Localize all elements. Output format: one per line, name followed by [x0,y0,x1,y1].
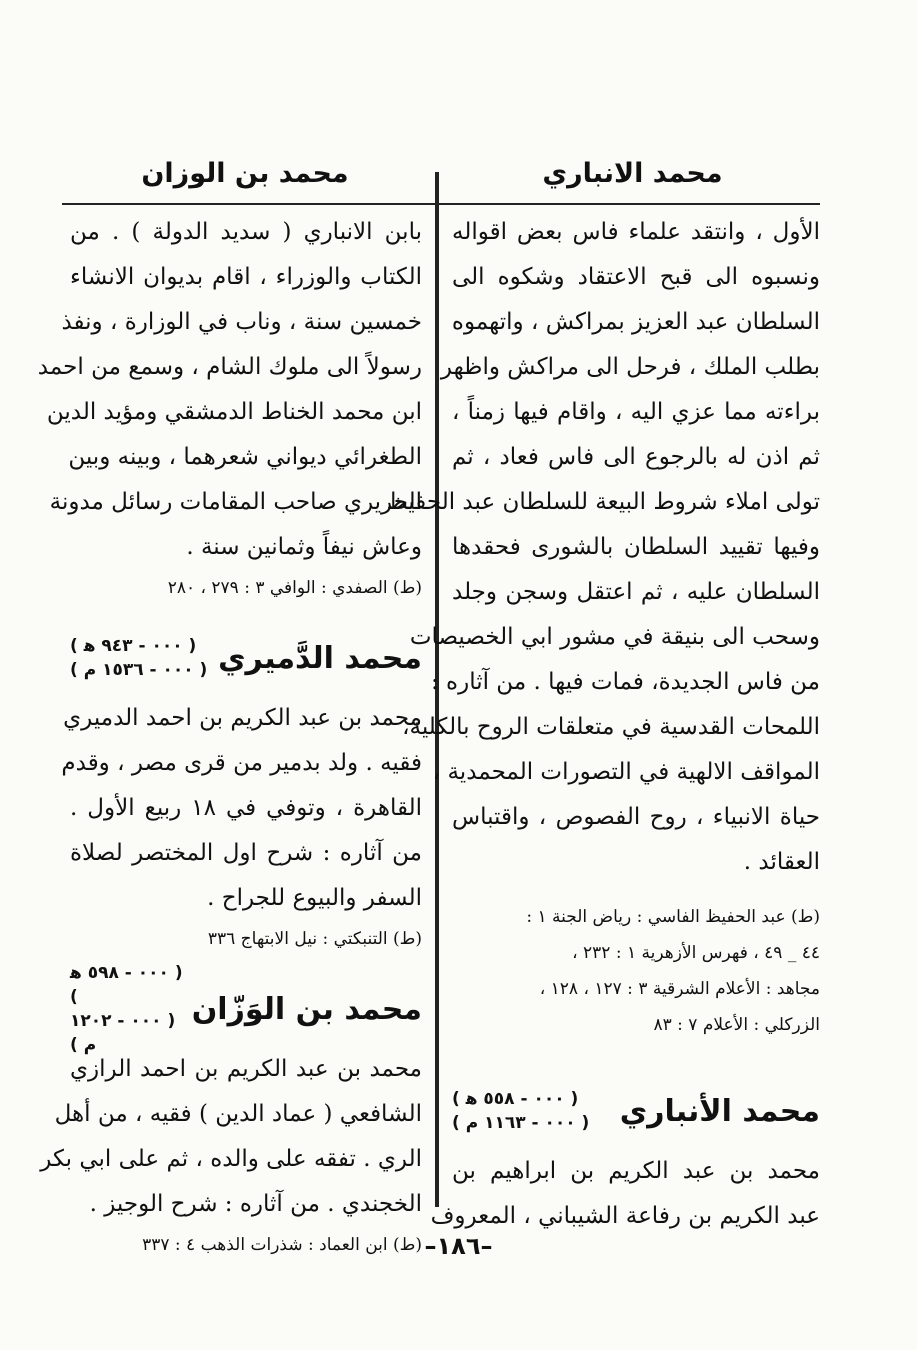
date-gregorian: ( ٠٠٠ - ١٢٠٢ م ) [70,1011,176,1055]
body-line: العقائد . [743,849,820,875]
body-line: بطلب الملك ، فرحل الى مراكش واظهر [440,354,820,380]
entry-heading [452,1073,820,1149]
header-left-title: محمد بن الوزان [141,158,349,189]
body-line: وفيها تقييد السلطان بالشورى فحقدها [452,534,820,560]
entry-dates [70,634,207,682]
body-line: الطغرائي ديواني شعرهما ، وبينه وبين [68,444,422,470]
reference-line: (ط) التنبكتي : نيل الابتهاج ٣٣٦ [207,929,422,949]
body-line: الري . تفقه على والده ، ثم على ابي بكر [40,1146,422,1172]
right-column [386,210,820,1239]
body-line: محمد بن عبد الكريم بن احمد الدميري [63,705,422,731]
entry-heading [70,620,422,696]
reference-line: ٤٤ _ ٤٩ ، فهرس الأزهرية ١ : ٢٣٢ ، [572,943,820,963]
body-line: بابن الانباري ( سديد الدولة ) . من [70,219,422,245]
entry-dates [452,1087,589,1135]
body-line: الحريري صاحب المقامات رسائل مدونة [49,489,422,515]
body-line: وسحب الى بنيقة في مشور ابي الخصيصات [409,624,820,650]
body-line: المواقف الالهية في التصورات المحمدية ، [432,759,820,785]
body-line: من فاس الجديدة، فمات فيها . من آثاره : [430,669,820,695]
body-line: الكتاب والوزراء ، اقام بديوان الانشاء [70,264,422,290]
body-line: خمسين سنة ، وناب في الوزارة ، ونفذ [61,309,422,335]
entry-title: محمد الأنباري [619,1093,820,1129]
entry-heading [70,963,422,1055]
body-line: ونسبوه الى قبح الاعتقاد وشكوه الى [452,264,820,290]
reference-line: (ط) ابن العماد : شذرات الذهب ٤ : ٣٣٧ [142,1235,422,1255]
body-line: محمد بن عبد الكريم بن ابراهيم بن [452,1158,820,1184]
body-line: رسولاً الى ملوك الشام ، وسمع من احمد [37,354,422,380]
body-line: من آثاره : شرح اول المختصر لصلاة [70,840,422,866]
date-gregorian: ( ٠٠٠ - ١٥٣٦ م ) [70,660,208,680]
reference-line: (ط) الصفدي : الوافي ٣ : ٢٧٩ ، ٢٨٠ [167,578,422,598]
header-rule [62,203,820,205]
body-line: فقيه . ولد بدمير من قرى مصر ، وقدم [61,750,422,776]
body-line: الأول ، وانتقد علماء فاس بعض اقواله [452,219,820,245]
date-hijri: ( ٠٠٠ - ٩٤٣ ﻫ ) [70,636,197,656]
date-hijri: ( ٠٠٠ - ٥٩٨ ﻫ ) [70,963,183,1007]
body-line: السفر والبيوع للجراح . [207,885,422,911]
body-line: عبد الكريم بن رفاعة الشيباني ، المعروف [430,1203,820,1229]
reference-line: (ط) عبد الحفيظ الفاسي : رياض الجنة ١ : [526,907,820,927]
body-line: السلطان عليه ، ثم اعتقل وسجن وجلد [452,579,820,605]
page-number: –١٨٦– [424,1232,493,1260]
entry-dates [70,961,192,1057]
body-line: ابن محمد الخناط الدمشقي ومؤيد الدين [46,399,422,425]
reference-line: مجاهد : الأعلام الشرقية ٣ : ١٢٧ ، ١٢٨ ، [539,979,820,999]
body-line: السلطان عبد العزيز بمراكش ، واتهموه [451,309,820,335]
body-line: الشافعي ( عماد الدين ) فقيه ، من أهل [54,1101,422,1127]
body-line: القاهرة ، وتوفي في ١٨ ربيع الأول . [70,795,422,821]
entry-title: محمد الدَّميري [218,640,422,676]
body-line: الخجندي . من آثاره : شرح الوجيز . [89,1191,422,1217]
body-line: تولى املاء شروط البيعة للسلطان عبد الحفيظ [386,489,820,515]
body-line: براءته مما عزي اليه ، واقام فيها زمناً ، [452,399,820,425]
header-right-title: محمد الانباري [542,158,723,189]
date-hijri: ( ٠٠٠ - ٥٥٨ ﻫ ) [452,1089,579,1109]
body-line: اللمحات القدسية في متعلقات الروح بالكلية، [402,714,820,740]
body-line: محمد بن عبد الكريم بن احمد الرازي [70,1056,422,1082]
body-line: وعاش نيفاً وثمانين سنة . [186,534,422,560]
reference-line: الزركلي : الأعلام ٧ : ٨٣ [653,1015,820,1035]
body-line: ثم اذن له بالرجوع الى فاس فعاد ، ثم [452,444,820,470]
body-line: حياة الانبياء ، روح الفصوص ، واقتباس [452,804,820,830]
left-column [37,210,422,1263]
entry-title: محمد بن الوَزّان [191,991,422,1027]
date-gregorian: ( ٠٠٠ - ١١٦٣ م ) [452,1113,590,1133]
